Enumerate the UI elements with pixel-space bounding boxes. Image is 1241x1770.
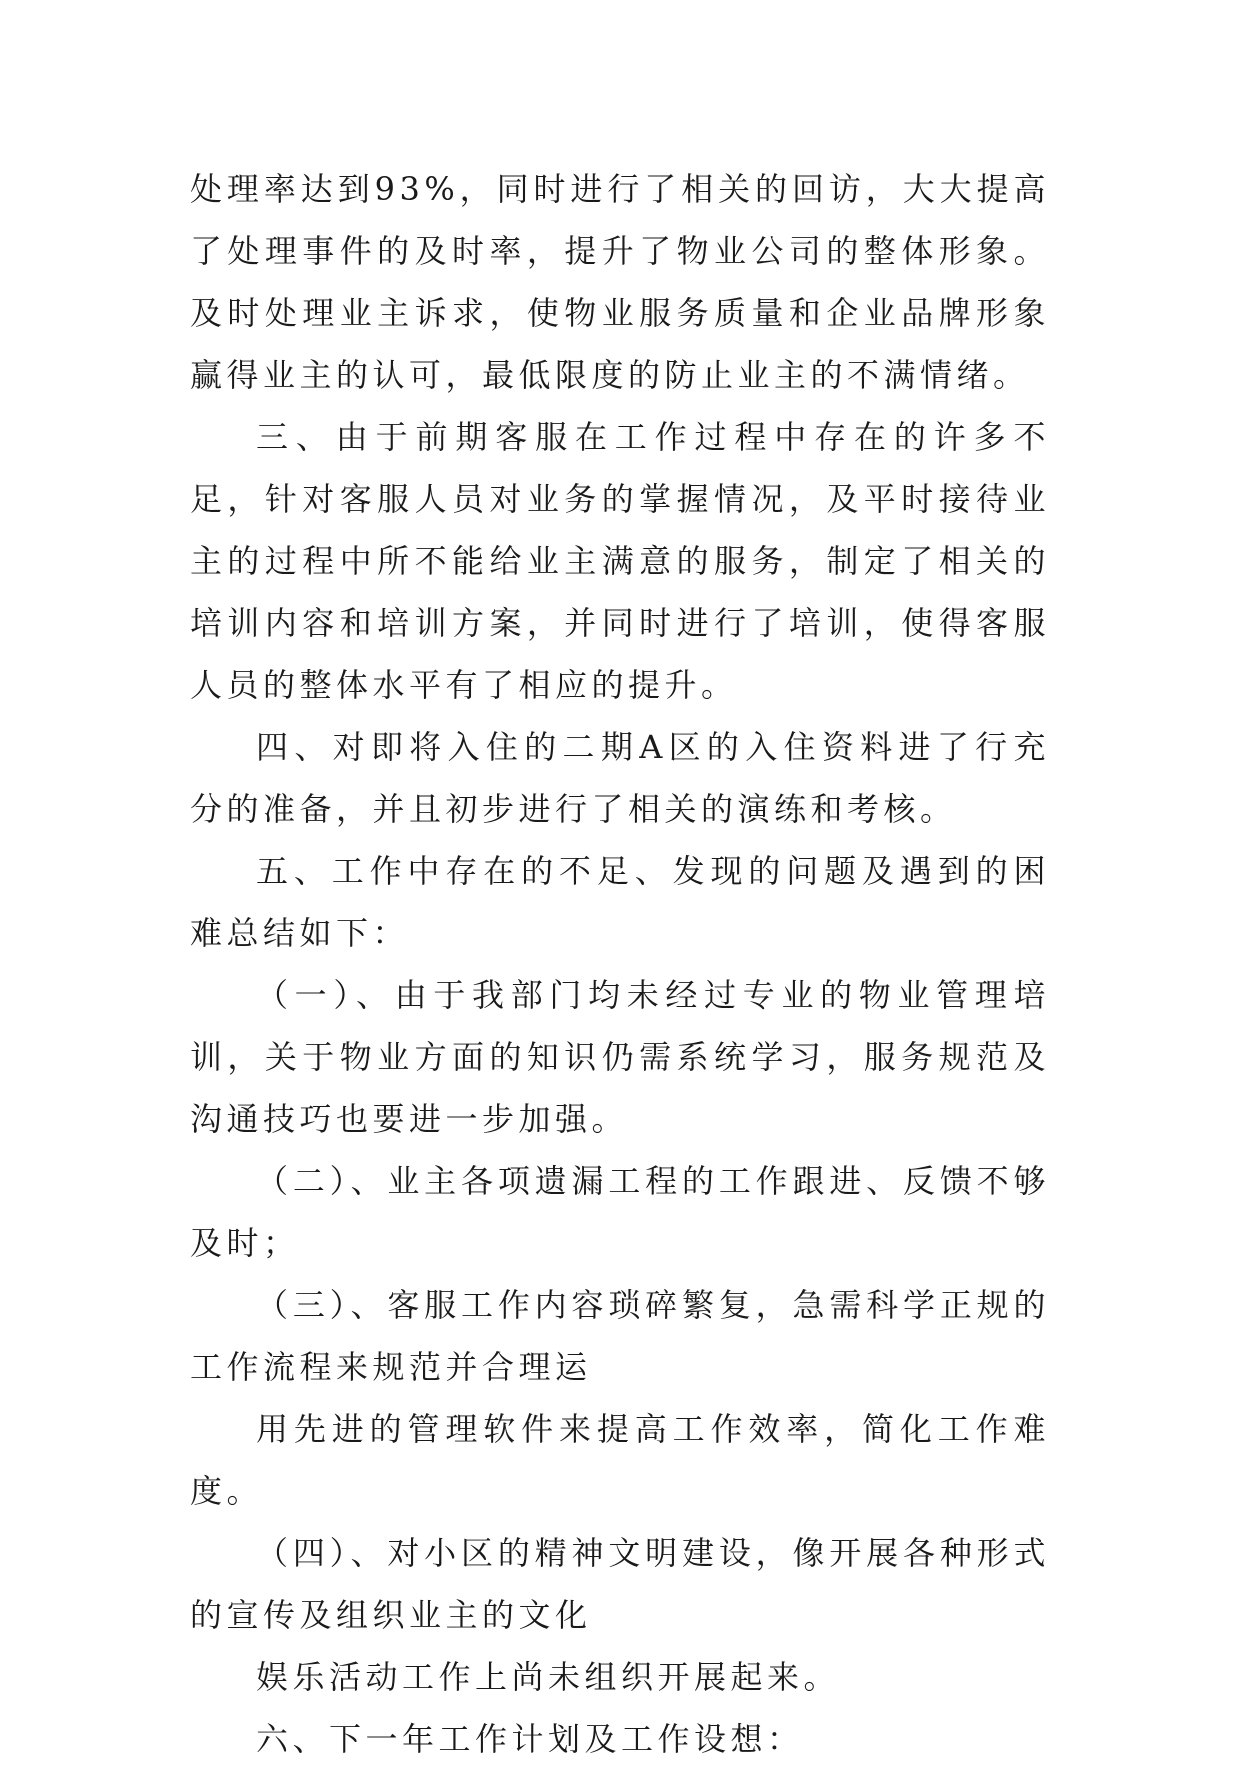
paragraph-section-three-training: 三、由于前期客服在工作过程中存在的许多不足，针对客服人员对业务的掌握情况，及平时接待业主的过程中所不能给业主满意的服务，制定了相关的培训内容和培训方案，并同时进行了培训，使得客服人员的整体水平有了相应的提升。 [190,418,1050,704]
document-body [190,158,1050,1770]
paragraph-item-one: （一）、由于我部门均未经过专业的物业管理培训，关于物业方面的知识仍需系统学习，服务规范及沟通技巧也要进一步加强。 [190,976,1050,1138]
paragraph-item-two: （二）、业主各项遗漏工程的工作跟进、反馈不够及时； [190,1162,1050,1262]
paragraph-item-four-continued: 娱乐活动工作上尚未组织开展起来。 [256,1658,841,1696]
paragraph-resolution-rate: 处理率达到93%，同时进行了相关的回访，大大提高了处理事件的及时率，提升了物业公司的整体形象。及时处理业主诉求，使物业服务质量和企业品牌形象赢得业主的认可，最低限度的防止业主的不满情绪。 [190,170,1050,394]
paragraph-item-three-continued: 用先进的管理软件来提高工作效率，简化工作难度。 [190,1410,1050,1510]
paragraph-item-four: （四）、对小区的精神文明建设，像开展各种形式的宣传及组织业主的文化 [190,1534,1050,1634]
paragraph-section-five-heading: 五、工作中存在的不足、发现的问题及遇到的困难总结如下： [190,852,1050,952]
paragraph-section-four-phase-two: 四、对即将入住的二期A区的入住资料进了行充分的准备，并且初步进行了相关的演练和考核。 [190,728,1050,828]
paragraph-item-three: （三）、客服工作内容琐碎繁复，急需科学正规的工作流程来规范并合理运 [190,1286,1050,1386]
paragraph-section-six-heading: 六、下一年工作计划及工作设想： [256,1720,804,1758]
